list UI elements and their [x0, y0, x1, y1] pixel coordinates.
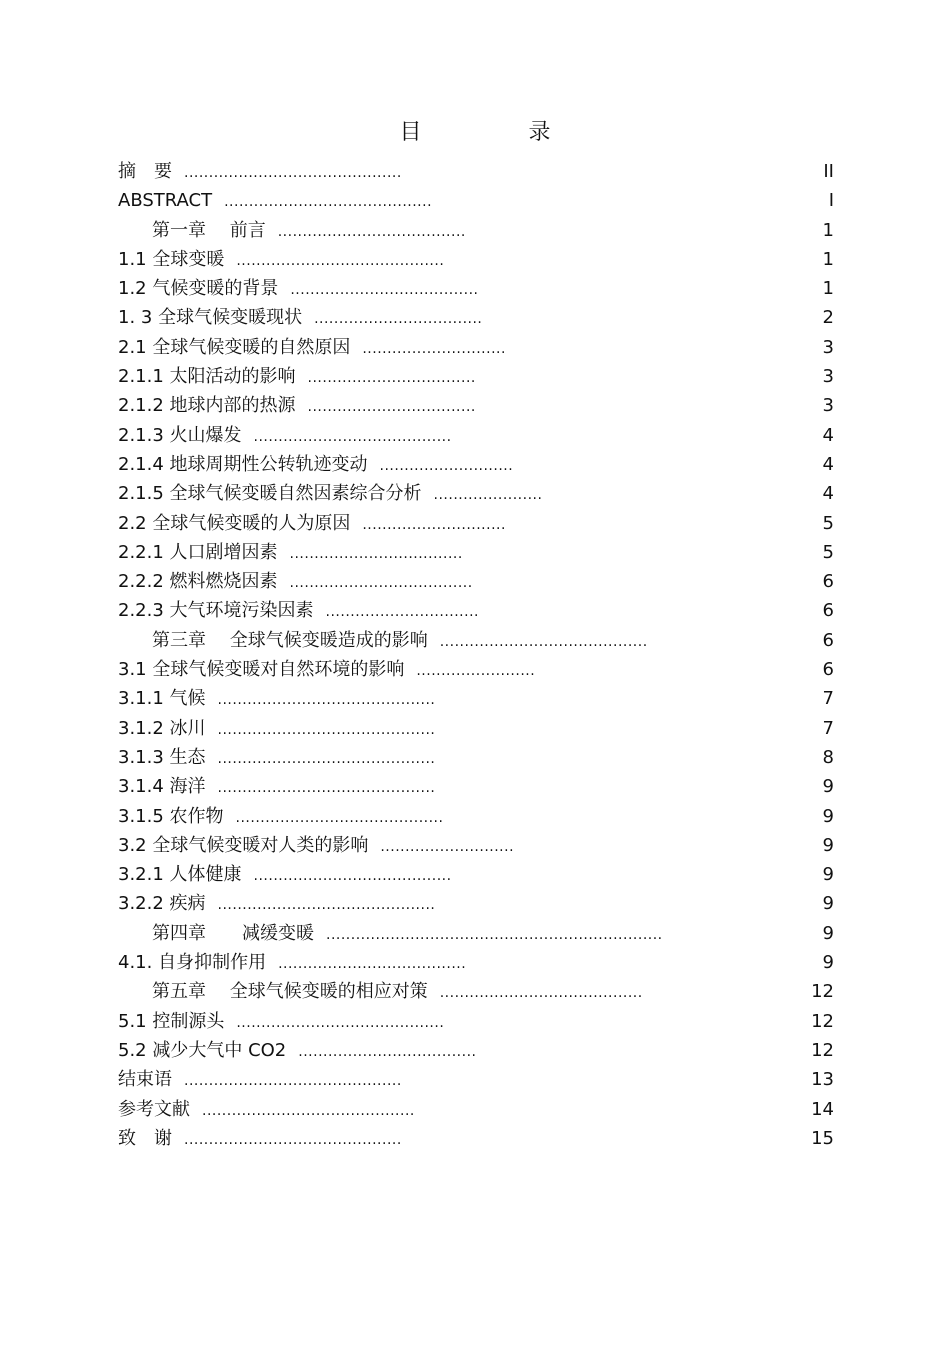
- toc-entry-page: 5: [822, 512, 834, 534]
- toc-entry: [118, 977, 834, 1006]
- toc-leader-dots: ............................................: [217, 692, 436, 709]
- toc-leader-dots: ..................................: [314, 311, 483, 328]
- toc-leader-dots: ............................................: [184, 1131, 402, 1148]
- toc-entry-page: 8: [822, 746, 834, 768]
- toc-entry: [118, 1124, 834, 1153]
- toc-entry-page: 15: [811, 1127, 834, 1149]
- toc-entry: [118, 538, 834, 567]
- toc-leader-dots: ..........................................: [236, 252, 445, 269]
- toc-entry-page: 14: [811, 1098, 834, 1120]
- toc-entry: [118, 948, 834, 977]
- toc-leader-dots: ..................................: [307, 370, 476, 387]
- toc-entry-page: 6: [822, 629, 834, 651]
- toc-entry-page: 3: [822, 336, 834, 358]
- toc-leader-dots: ...........................: [379, 457, 514, 474]
- toc-entry-label: 结束语: [118, 1069, 172, 1091]
- toc-entry-page: I: [828, 190, 834, 212]
- toc-leader-dots: ......................: [433, 487, 543, 504]
- toc-entry-page: 4: [822, 483, 834, 505]
- toc-leader-dots: ..........................................: [235, 809, 444, 826]
- toc-leader-dots: ........................................: [253, 868, 452, 885]
- toc-entry: [118, 596, 834, 625]
- toc-entry: [118, 1007, 834, 1036]
- toc-leader-dots: ...........................................: [202, 1102, 415, 1119]
- toc-entry-page: 9: [822, 834, 834, 856]
- toc-entry-label: 致 谢: [118, 1127, 172, 1149]
- toc-entry: [118, 274, 834, 303]
- toc-leader-dots: ..........................................: [224, 194, 433, 211]
- toc-entry-label: 3.1.4 海洋: [118, 776, 206, 798]
- toc-entry-page: 5: [822, 541, 834, 563]
- toc-entry-label: 3.2.2 疾病: [118, 893, 206, 915]
- toc-entry-label: 4.1. 自身抑制作用: [118, 952, 267, 974]
- toc-entry: [118, 714, 834, 743]
- toc-entry-label: 5.1 控制源头: [118, 1010, 225, 1032]
- toc-leader-dots: ..................................: [307, 399, 476, 416]
- toc-entry-label: 2.1 全球气候变暖的自然原因: [118, 336, 351, 358]
- toc-entry-page: 1: [822, 278, 834, 300]
- toc-entry-label: 3.1.3 生态: [118, 746, 206, 768]
- toc-entry-label: 摘 要: [118, 161, 172, 182]
- toc-entry: [118, 333, 834, 362]
- toc-entry: [118, 567, 834, 596]
- toc-entry-label: 2.2.3 大气环境污染因素: [118, 600, 314, 622]
- toc-entry: [118, 772, 834, 801]
- toc-entry-label: 1.2 气候变暖的背景: [118, 278, 279, 300]
- toc-entry: [118, 362, 834, 391]
- toc-entry-label: 3.1.2 冰川: [118, 717, 206, 739]
- toc-entry-page: 6: [822, 571, 834, 593]
- toc-entry-label: 2.1.3 火山爆发: [118, 424, 242, 446]
- toc-entry: [118, 919, 834, 948]
- toc-entry: [118, 450, 834, 479]
- toc-leader-dots: ......................................: [290, 282, 479, 299]
- toc-entry-page: 9: [822, 776, 834, 798]
- toc-title: 目 录: [399, 120, 601, 145]
- toc-entry-label: 参考文献: [118, 1098, 190, 1120]
- toc-entry-label: 3.2.1 人体健康: [118, 864, 242, 886]
- toc-leader-dots: ......................................: [277, 223, 466, 240]
- toc-leader-dots: .............................: [362, 340, 506, 357]
- toc-entry: [118, 391, 834, 420]
- toc-leader-dots: ............................................: [217, 750, 436, 767]
- toc-entry: [118, 860, 834, 889]
- toc-entry: [118, 509, 834, 538]
- toc-entry-label: 2.2 全球气候变暖的人为原因: [118, 512, 351, 534]
- toc-entry-page: 7: [822, 717, 834, 739]
- toc-entry-page: 6: [822, 600, 834, 622]
- toc-entry-page: 12: [811, 1010, 834, 1032]
- toc-entry-page: 7: [822, 688, 834, 710]
- toc-entry-page: 6: [822, 659, 834, 681]
- toc-entry: [118, 1036, 834, 1065]
- toc-entry: [118, 655, 834, 684]
- toc-entry-label: 5.2 减少大气中 CO2: [118, 1039, 287, 1061]
- toc-leader-dots: ...............................: [325, 604, 479, 621]
- toc-entry: [118, 684, 834, 713]
- toc-entry-label: 2.1.5 全球气候变暖自然因素综合分析: [118, 483, 422, 505]
- toc-list: [118, 157, 834, 1153]
- toc-entry-label: 1.1 全球变暖: [118, 248, 225, 270]
- toc-leader-dots: ............................................: [217, 780, 436, 797]
- toc-leader-dots: ............................................: [184, 1073, 402, 1090]
- toc-entry-page: 1: [822, 248, 834, 270]
- toc-entry: [118, 157, 834, 186]
- toc-entry-page: 12: [811, 1039, 834, 1061]
- toc-entry-label: 3.1.1 气候: [118, 688, 206, 710]
- toc-entry-page: 9: [822, 952, 834, 974]
- toc-entry-label: 3.2 全球气候变暖对人类的影响: [118, 834, 369, 856]
- toc-leader-dots: ......................................: [278, 956, 467, 973]
- toc-entry-label: 3.1 全球气候变暖对自然环境的影响: [118, 659, 405, 681]
- toc-entry: [118, 1095, 834, 1124]
- toc-entry-page: 12: [811, 981, 834, 1003]
- toc-entry-label: 2.1.4 地球周期性公转轨迹变动: [118, 453, 368, 475]
- toc-entry-label: ABSTRACT: [118, 190, 213, 212]
- toc-leader-dots: ............................................: [217, 721, 436, 738]
- toc-entry-page: 2: [822, 307, 834, 329]
- toc-leader-dots: ....................................: [298, 1043, 477, 1060]
- toc-entry-page: 4: [822, 453, 834, 475]
- toc-leader-dots: ..........................................: [236, 1014, 445, 1031]
- toc-entry-page: 9: [822, 893, 834, 915]
- toc-entry-page: 3: [822, 366, 834, 388]
- toc-entry-label: 2.2.1 人口剧增因素: [118, 541, 278, 563]
- toc-entry-label: 2.1.1 太阳活动的影响: [118, 366, 296, 388]
- toc-entry-page: 9: [822, 805, 834, 827]
- toc-leader-dots: ...................................: [289, 545, 463, 562]
- toc-entry-label: 1. 3 全球气候变暖现状: [118, 307, 303, 329]
- toc-entry: [118, 743, 834, 772]
- toc-leader-dots: .............................: [362, 516, 506, 533]
- toc-entry-label: 3.1.5 农作物: [118, 805, 224, 827]
- toc-leader-dots: .........................................: [439, 985, 643, 1002]
- toc-entry: [118, 831, 834, 860]
- toc-entry-page: 9: [822, 864, 834, 886]
- toc-leader-dots: .....................................: [289, 575, 473, 592]
- toc-entry-page: 3: [822, 395, 834, 417]
- toc-leader-dots: ............................................: [184, 165, 402, 181]
- toc-entry-label: 第三章 全球气候变暖造成的影响: [152, 629, 428, 651]
- toc-entry-page: 1: [822, 219, 834, 241]
- toc-entry: [118, 421, 834, 450]
- toc-entry: [118, 479, 834, 508]
- toc-entry: [118, 889, 834, 918]
- toc-entry: [118, 216, 834, 245]
- toc-entry-label: 2.2.2 燃料燃烧因素: [118, 571, 278, 593]
- toc-entry: [118, 626, 834, 655]
- toc-entry-label: 第一章 前言: [152, 219, 266, 241]
- toc-leader-dots: ........................................: [253, 428, 452, 445]
- toc-leader-dots: ............................................: [217, 897, 436, 914]
- toc-entry-label: 第五章 全球气候变暖的相应对策: [152, 981, 428, 1003]
- toc-entry-label: 第四章 减缓变暖: [152, 922, 314, 944]
- toc-entry-page: 9: [822, 922, 834, 944]
- toc-entry: [118, 1065, 834, 1094]
- toc-entry-label: 2.1.2 地球内部的热源: [118, 395, 296, 417]
- toc-leader-dots: ........................: [416, 663, 536, 680]
- toc-entry-page: 13: [811, 1069, 834, 1091]
- toc-leader-dots: ..........................................: [439, 633, 648, 650]
- toc-leader-dots: ...........................: [380, 838, 515, 855]
- toc-entry-page: 4: [822, 424, 834, 446]
- toc-entry: [118, 802, 834, 831]
- toc-entry: [118, 303, 834, 332]
- toc-entry: [118, 245, 834, 274]
- toc-entry-page: II: [823, 161, 834, 182]
- toc-entry: [118, 186, 834, 215]
- toc-leader-dots: ....................................................................: [326, 926, 663, 943]
